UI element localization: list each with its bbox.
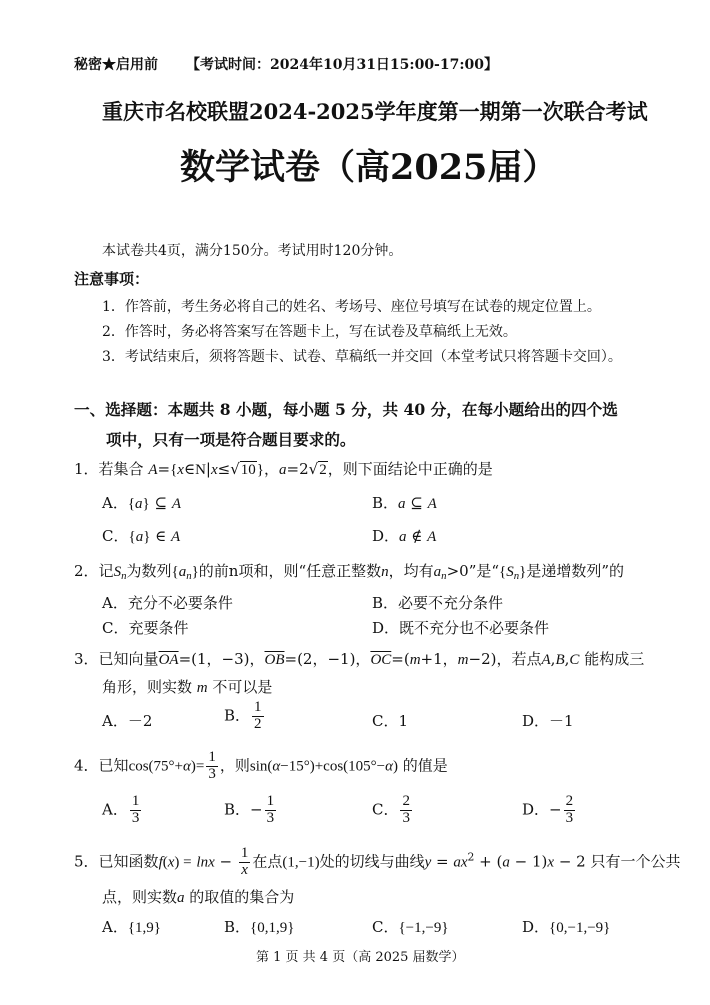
note-item: 3．考试结束后，须将答题卡、试卷、草稿纸一并交回（本堂考试只将答题卡交回）。 xyxy=(102,349,622,365)
option-a: A．{a} ⊆ A xyxy=(102,494,182,512)
option-b: B．− $\frac{1}{3}$ xyxy=(224,793,275,826)
option-c: C．{a} ∈ A xyxy=(102,527,181,545)
intro-text: 本试卷共4页，满分150分。考试用时120分钟。 xyxy=(102,243,403,259)
question-3-cont: 角形，则实数 m 不可以是 xyxy=(102,678,273,696)
option-a: A．－2 xyxy=(102,712,153,730)
secret-label: 秘密★启用前 xyxy=(74,57,158,73)
notes-heading: 注意事项： xyxy=(74,270,150,288)
question-4: 4．已知cos(75°+α)= $\frac{1}{3}$ ，则sin(α−15°)+cos(105°−α) 的值是 xyxy=(74,749,448,782)
option-a: A． $\frac{1}{3}$ xyxy=(102,793,140,826)
option-d: D．既不充分也不必要条件 xyxy=(372,619,550,637)
question-1: 1．若集合 A={x∈N|x≤√10}，a=2√2，则下面结论中正确的是 xyxy=(74,460,493,478)
option-c: C．1 xyxy=(372,712,409,730)
section-heading: 一、选择题：本题共 8 小题，每小题 5 分，共 40 分，在每小题给出的四个选 xyxy=(74,400,618,419)
option-b: B． $\frac{1}{2}$ xyxy=(224,699,262,732)
option-c: C．充要条件 xyxy=(102,619,189,637)
question-number: 1． xyxy=(74,460,99,478)
page-footer: 第 1 页 共 4 页（高 2025 届数学） xyxy=(256,950,465,965)
question-3: 3．已知向量$\overline{OA}=(1$，−3)，$\overline{OB}=(2$，−1)，$\overline{OC}=(m+1$，m−2)，若点A,B,C 能构成三 xyxy=(74,650,645,668)
option-b: B．必要不充分条件 xyxy=(372,594,504,612)
option-b: B．{0,1,9} xyxy=(224,918,295,936)
option-a: A．{1,9} xyxy=(102,918,161,936)
note-item: 2．作答时，务必将答案写在答题卡上，写在试卷及草稿纸上无效。 xyxy=(102,324,517,340)
note-item: 1．作答前，考生务必将自己的姓名、考场号、座位号填写在试卷的规定位置上。 xyxy=(102,299,601,315)
exam-time: 【考试时间：2024年10月31日15:00-17:00】 xyxy=(186,57,499,73)
option-d: D．− $\frac{2}{3}$ xyxy=(522,793,574,826)
paper-title: 数学试卷（高2025届） xyxy=(180,147,558,188)
option-c: C． $\frac{2}{3}$ xyxy=(372,793,410,826)
option-d: D．{0,−1,−9} xyxy=(522,918,611,936)
exam-title: 重庆市名校联盟2024-2025学年度第一期第一次联合考试 xyxy=(102,99,648,124)
question-2: 2．记$S_n$为数列$\{a_n\}$的前n项和，则“任意正整数n，均有$a_n>0$”是“$\{S_n\}$是递增数列”的 xyxy=(74,562,625,582)
section-heading-cont: 项中，只有一项是符合题目要求的。 xyxy=(106,430,356,449)
option-d: D．a ∉ A xyxy=(372,527,437,545)
question-5-cont: 点，则实数a 的取值的集合为 xyxy=(102,888,295,906)
option-b: B．a ⊆ A xyxy=(372,494,437,512)
option-d: D．－1 xyxy=(522,712,574,730)
question-5: 5．已知函数f(x) = lnx − $\frac{1}{x}$ 在点(1,−1)处的切线与曲线$y = ax^2 + (a - 1)x - 2$ 只有一个公共 xyxy=(74,845,681,878)
option-a: A．充分不必要条件 xyxy=(102,594,233,612)
option-c: C．{−1,−9} xyxy=(372,918,449,936)
